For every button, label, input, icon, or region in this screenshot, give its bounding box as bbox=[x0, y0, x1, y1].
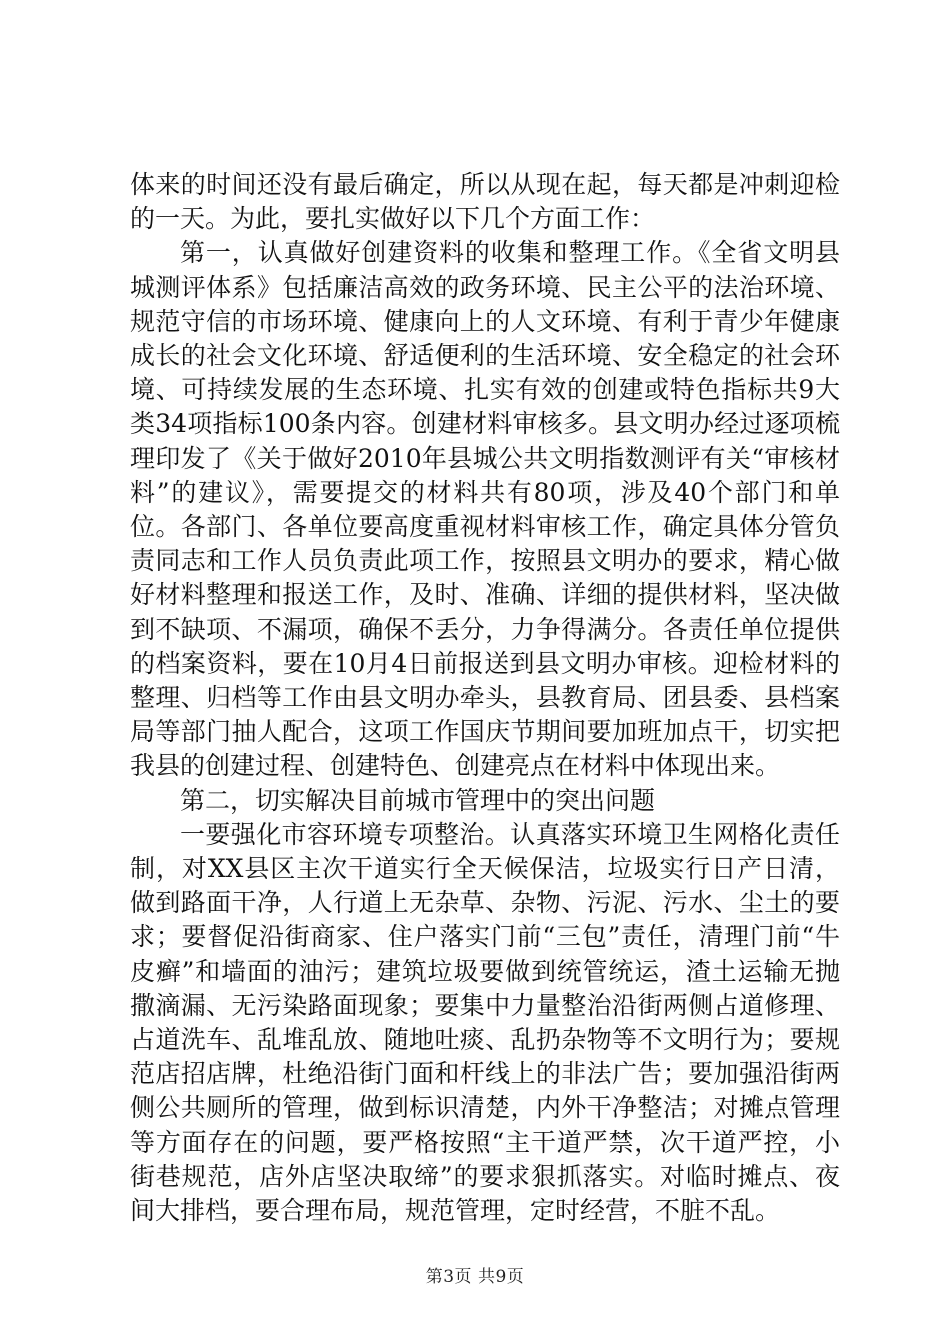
paragraph-section-one: 第一，认真做好创建资料的收集和整理工作。《全省文明县城测评体系》包括廉洁高效的政务环境、民主公平的法治环境、规范守信的市场环境、健康向上的人文环境、有利于青少年健康成长的社会文化环境、舒适便利的生活环境、安全稳定的社会环境、可持续发展的生态环境、扎实有效的创建或特色指标共9大类34项指标100条内容。创建材料审核多。县文明办经过逐项梳理印发了《关于做好2010年县城公共文明指数测评有关“审核材料”的建议》，需要提交的材料共有80项，涉及40个部门和单位。各部门、各单位要高度重视材料审核工作，确定具体分管负责同志和工作人员负责此项工作，按照县文明办的要求，精心做好材料整理和报送工作，及时、准确、详细的提供材料，坚决做到不缺项、不漏项，确保不丢分，力争得满分。各责任单位提供的档案资料，要在10月4日前报送到县文明办审核。迎检材料的整理、归档等工作由县文明办牵头，县教育局、团县委、县档案局等部门抽人配合，这项工作国庆节期间要加班加点干，切实把我县的创建过程、创建特色、创建亮点在材料中体现出来。 bbox=[130, 238, 840, 781]
document-body bbox=[130, 168, 840, 1228]
paragraph-environment-rectification: 一要强化市容环境专项整治。认真落实环境卫生网格化责任制，对XX县区主次干道实行全天候保洁，垃圾实行日产日清，做到路面干净，人行道上无杂草、杂物、污泥、污水、尘土的要求；要督促沿街商家、住户落实门前“三包”责任，清理门前“牛皮癣”和墙面的油污；建筑垃圾要做到统管统运，渣土运输无抛撒滴漏、无污染路面现象；要集中力量整治沿街两侧占道修理、占道洗车、乱堆乱放、随地吐痰、乱扔杂物等不文明行为；要规范店招店牌，杜绝沿街门面和杆线上的非法广告；要加强沿街两侧公共厕所的管理，做到标识清楚，内外干净整洁；对摊点管理等方面存在的问题，要严格按照“主干道严禁，次干道严控，小街巷规范，店外店坚决取缔”的要求狠抓落实。对临时摊点、夜间大排档，要合理布局，规范管理，定时经营，不脏不乱。 bbox=[130, 819, 840, 1226]
page-footer: 第3页 共9页 bbox=[425, 1267, 525, 1287]
paragraph-continuation: 体来的时间还没有最后确定，所以从现在起，每天都是冲刺迎检的一天。为此，要扎实做好以下几个方面工作： bbox=[130, 170, 840, 234]
paragraph-section-two-heading: 第二，切实解决目前城市管理中的突出问题 bbox=[180, 785, 656, 815]
